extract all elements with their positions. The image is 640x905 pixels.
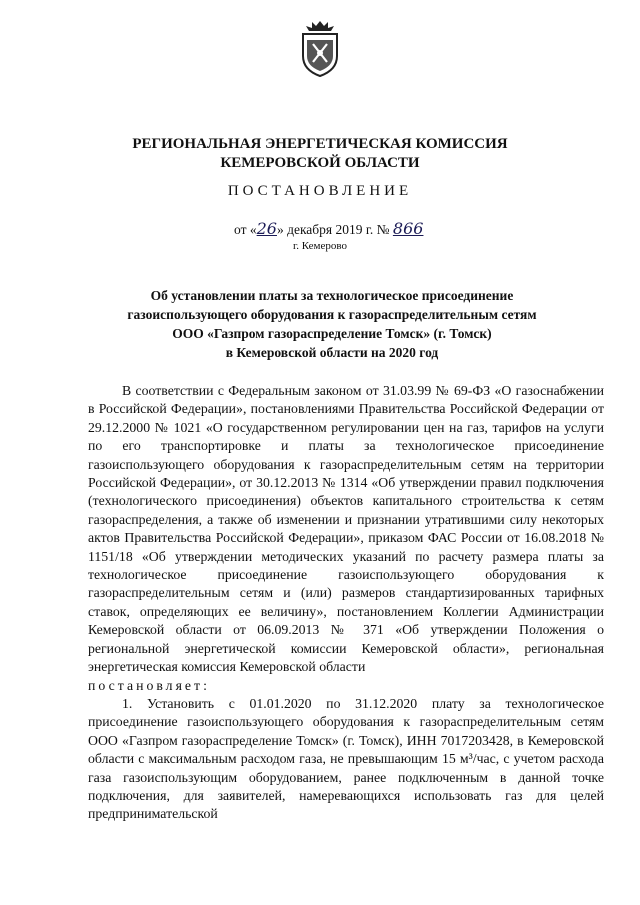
handwritten-number: 866 [392,219,424,238]
document-type: ПОСТАНОВЛЕНИЕ [227,183,413,199]
preamble-paragraph: В соответствии с Федеральным законом от 31.03.99 № 69-ФЗ «О газоснабжении в Российской Федерации», постановлениями Правительства Российской Федерации от 29.12.2000 № 1021 «О государственном регулировании цен на газ, тарифов на услуги по его транспортировке и платы за технологическое присоединение газоиспользующего оборудования к газораспределительным сетям на территории Российской Федерации», от 30.12.2013 № 1314 «Об утверждении правил подключения (технологического присоединения) объектов капитального строительства к сетям газораспределения, а также об изменении и признании утратившими силу некоторых актов Правительства Российской Федерации», приказом ФАС России от 16.08.2018 № 1151/18 «Об утверждении методических указаний по расчету размера платы за технологическое присоединение газоиспользующего оборудования к газораспределительным сетям и (или) размеров стандартизированных тарифных ставок, определяющих ее величину», постановлением Коллегии Администрации Кемеровской области от 06.09.2013 № 371 «Об утверждении Положения о региональной энергетической комиссии Кемеровской области», региональная энергетическая комиссия Кемеровской области [88,383,604,675]
handwritten-day: 26 [256,219,277,238]
title-line-3: ООО «Газпром газораспределение Томск» (г. Томск) [172,326,492,341]
title-line-4: в Кемеровской области на 2020 год [225,345,439,360]
date-number-line [234,219,423,238]
document-title [88,286,576,362]
date-middle: » декабря 2019 г. № [276,222,390,237]
city: г. Кемерово [292,240,348,252]
date-prefix: от « [234,222,257,237]
org-line-1: РЕГИОНАЛЬНАЯ ЭНЕРГЕТИЧЕСКАЯ КОМИССИЯ [132,136,508,152]
title-line-2: газоиспользующего оборудования к газораспределительным сетям [127,307,537,322]
item-1-paragraph: 1. Установить с 01.01.2020 по 31.12.2020 плату за технологическое присоединение газоиспользующего оборудования к газораспределительным сетям ООО «Газпром газораспределение Томск» (г. Томск), ИНН 7017203428, в Кемеровской области с максимальным расходом газа, не превышающим 15 м³/час, с учетом расхода газа газоиспользующим оборудованием, ранее подключенным в данной точке подключения, для заявителей, намеревающихся использовать газ для целей предпринимательской [88,695,604,822]
issuing-authority [0,135,640,173]
coat-of-arms-icon [297,18,343,78]
resolves-line: постановляет: [88,677,210,693]
org-line-2: КЕМЕРОВСКОЙ ОБЛАСТИ [220,155,420,171]
title-line-1: Об установлении платы за технологическое присоединение [150,288,514,303]
document-body [88,382,604,824]
